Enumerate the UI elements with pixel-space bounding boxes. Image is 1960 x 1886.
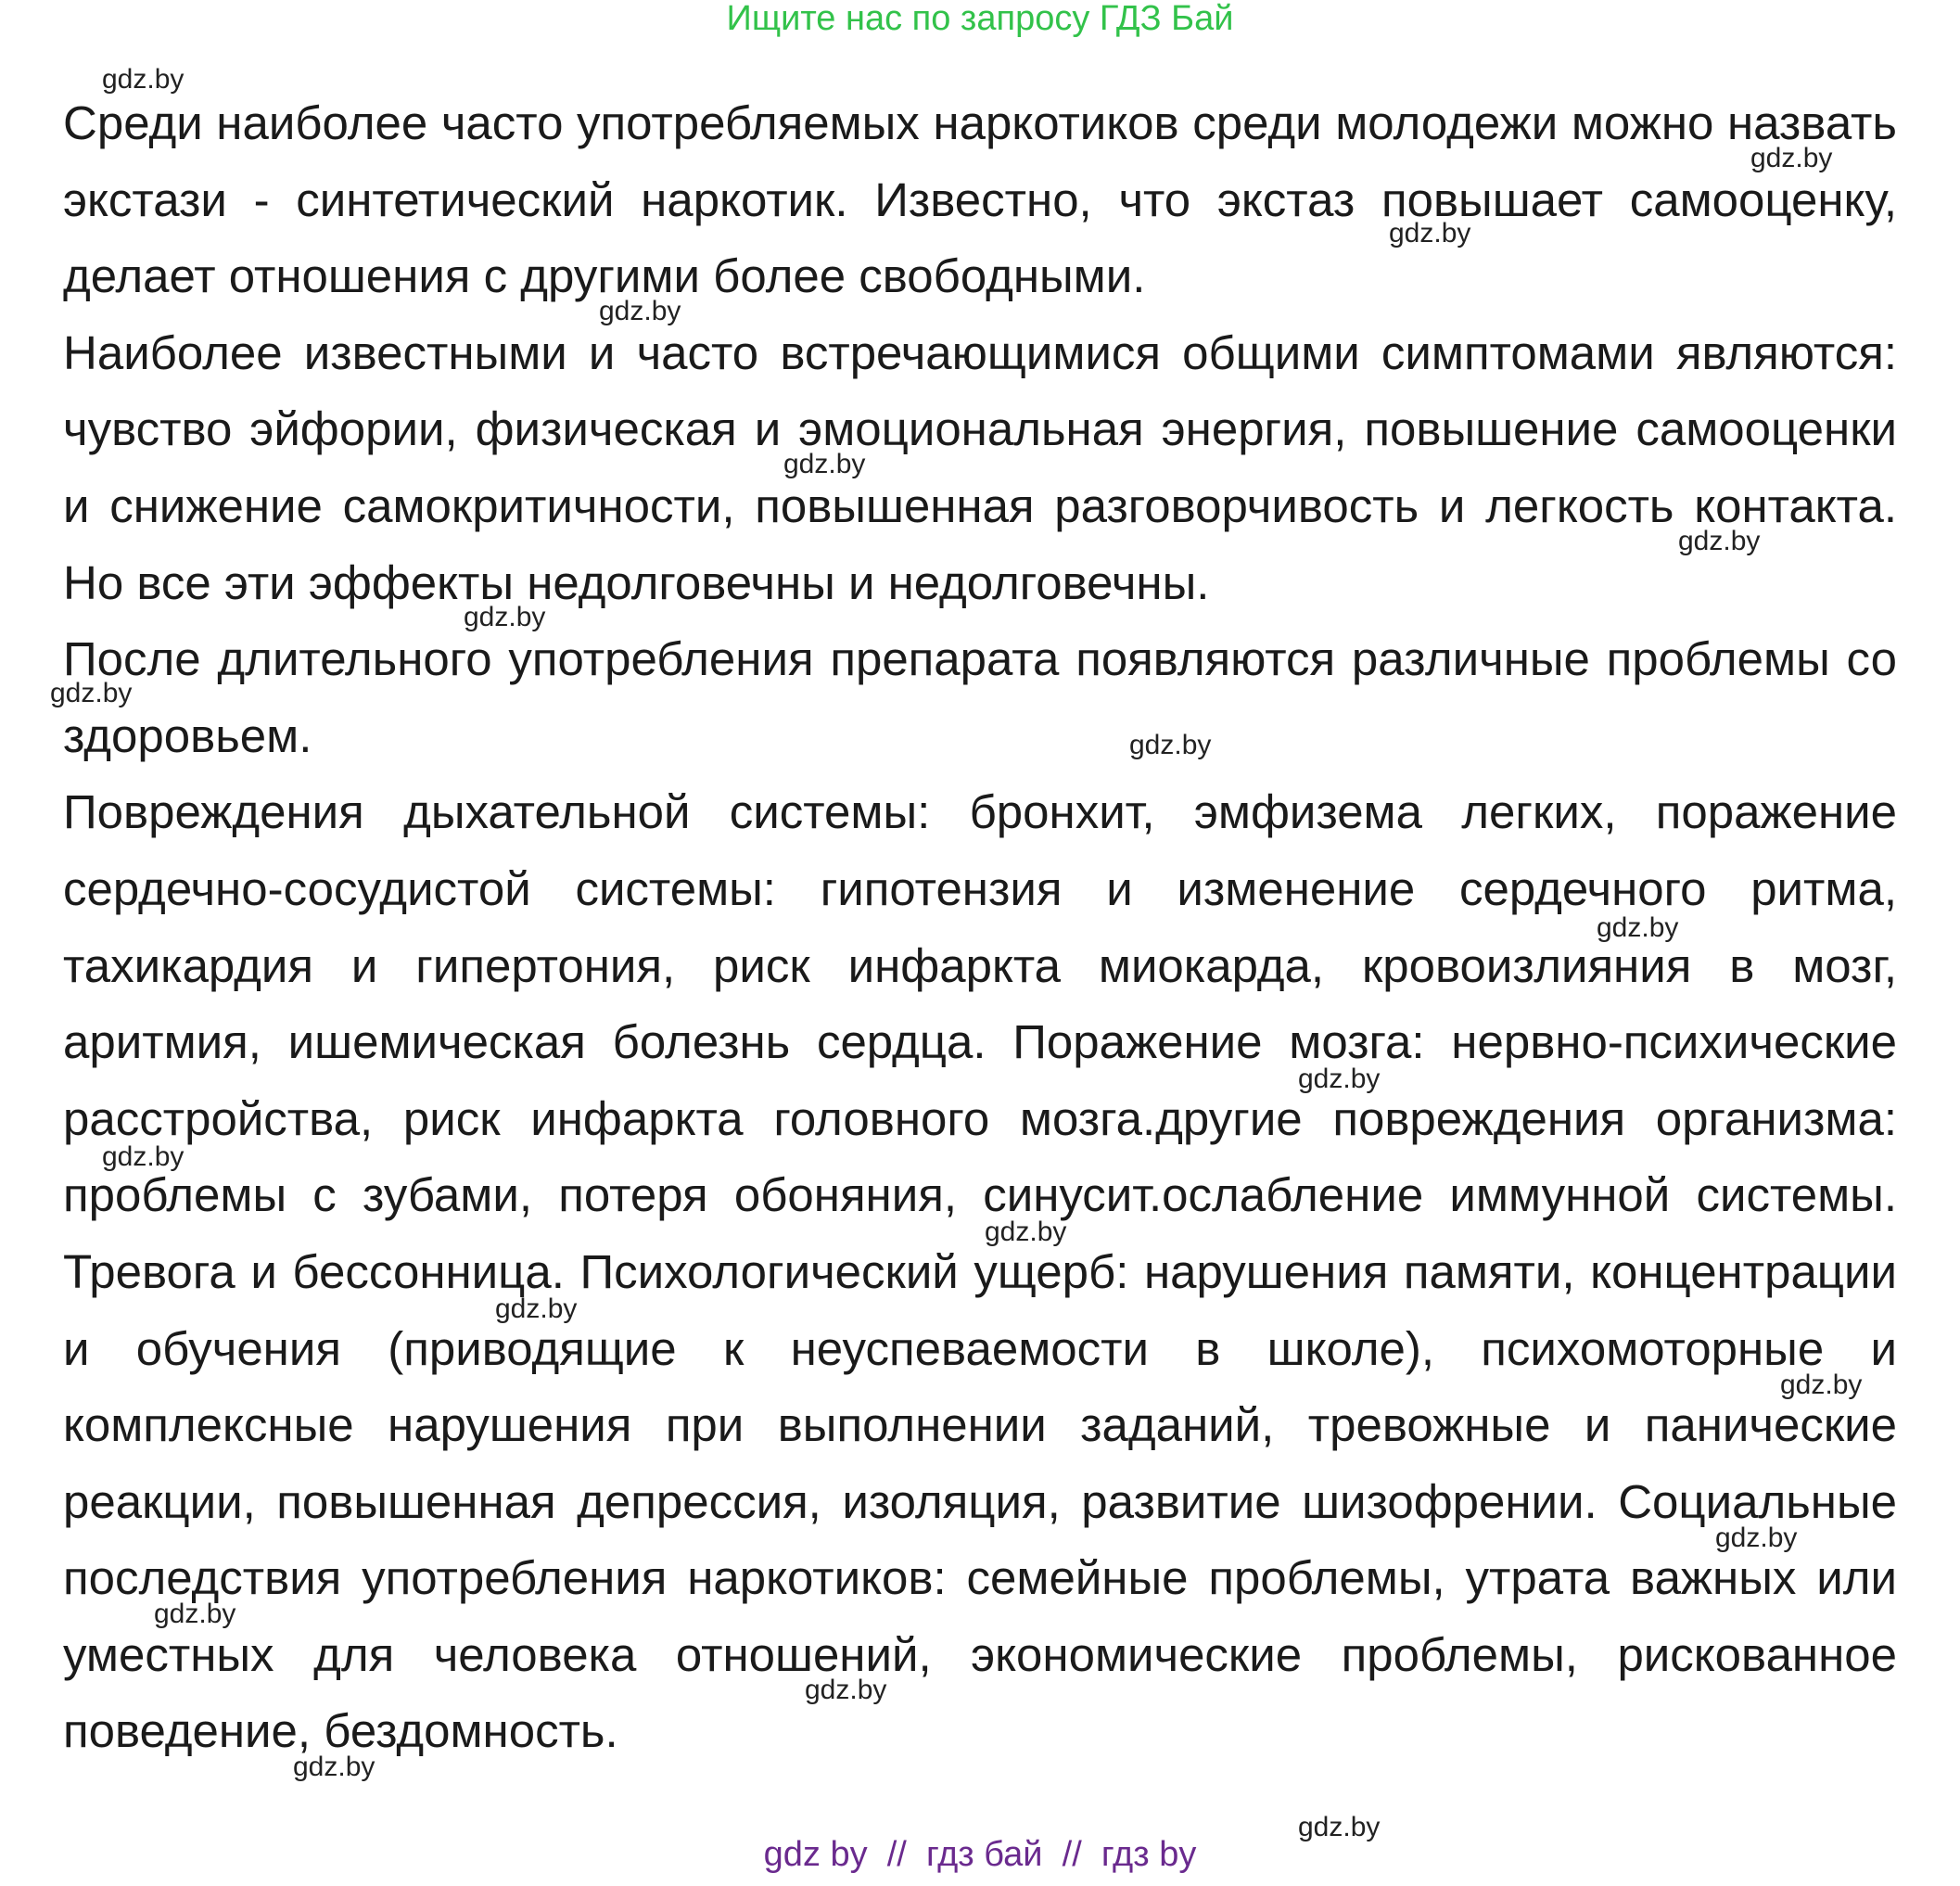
top-banner: Ищите нас по запросу ГДЗ Бай bbox=[726, 0, 1234, 38]
footer-links: gdz by // гдз бай // гдз by bbox=[763, 1835, 1197, 1874]
watermark: gdz.by bbox=[1780, 1370, 1863, 1400]
watermark: gdz.by bbox=[102, 64, 185, 95]
watermark: gdz.by bbox=[1678, 526, 1761, 556]
paragraph-health-problems: После длительного употребления препарата появляются различные проблемы со здоровьем. bbox=[63, 632, 1897, 762]
paragraph-damage-list: Повреждения дыхательной системы: бронхит, эмфизема легких, поражение сердечно-сосудистой системы: гипотензия и изменение сердечного ритма, тахикардия и гипертония, риск инфаркта миокарда, кровоизлияния в мозг, аритмия, ишемическая болезнь сердца. Поражение мозга: нервно-психические расстройства, риск инфаркта головного мозга.другие повреждения организма: проблемы с зубами, потеря обоняния, синусит.ослабление иммунной системы. Тревога и бессонница. Психологический ущерб: нарушения памяти, концентрации и обучения (приводящие к неуспеваемости в школе), психомоторные и комплексные нарушения при выполнении заданий, тревожные и панические реакции, повышенная депрессия, изоляция, развитие шизофрении. Социальные последствия употребления наркотиков: семейные проблемы, утрата важных или уместных для человека отношений, экономические проблемы, рискованное поведение, бездомность. bbox=[63, 785, 1897, 1758]
watermark: gdz.by bbox=[154, 1599, 236, 1629]
watermark: gdz.by bbox=[1715, 1523, 1798, 1553]
watermark: gdz.by bbox=[1298, 1812, 1381, 1842]
watermark: gdz.by bbox=[599, 296, 681, 326]
watermark: gdz.by bbox=[102, 1141, 185, 1172]
watermark: gdz.by bbox=[464, 602, 546, 632]
paragraph-symptoms: Наиболее известными и часто встречающимися общими симптомами являются: чувство эйфории, физическая и эмоциональная энергия, повышение самооценки и снижение самокритичности, повышенная разговорчивость и легкость контакта. Но все эти эффекты недолговечны и недолговечны. bbox=[63, 325, 1897, 609]
watermark: gdz.by bbox=[1597, 912, 1679, 943]
watermark: gdz.by bbox=[1389, 218, 1471, 248]
watermark: gdz.by bbox=[805, 1675, 887, 1705]
paragraph-ecstasy-intro: Среди наиболее часто употребляемых наркотиков среди молодежи можно назвать экстази - синтетический наркотик. Известно, что экстаз повышает самооценку, делает отношения с другими более свободными. bbox=[63, 96, 1897, 303]
watermark: gdz.by bbox=[293, 1752, 375, 1782]
watermark: gdz.by bbox=[783, 449, 866, 479]
watermark: gdz.by bbox=[495, 1293, 578, 1324]
watermark: gdz.by bbox=[1298, 1064, 1381, 1094]
watermark: gdz.by bbox=[1750, 143, 1833, 173]
watermark: gdz.by bbox=[1129, 730, 1212, 760]
watermark: gdz.by bbox=[50, 678, 133, 708]
watermark: gdz.by bbox=[985, 1217, 1067, 1247]
